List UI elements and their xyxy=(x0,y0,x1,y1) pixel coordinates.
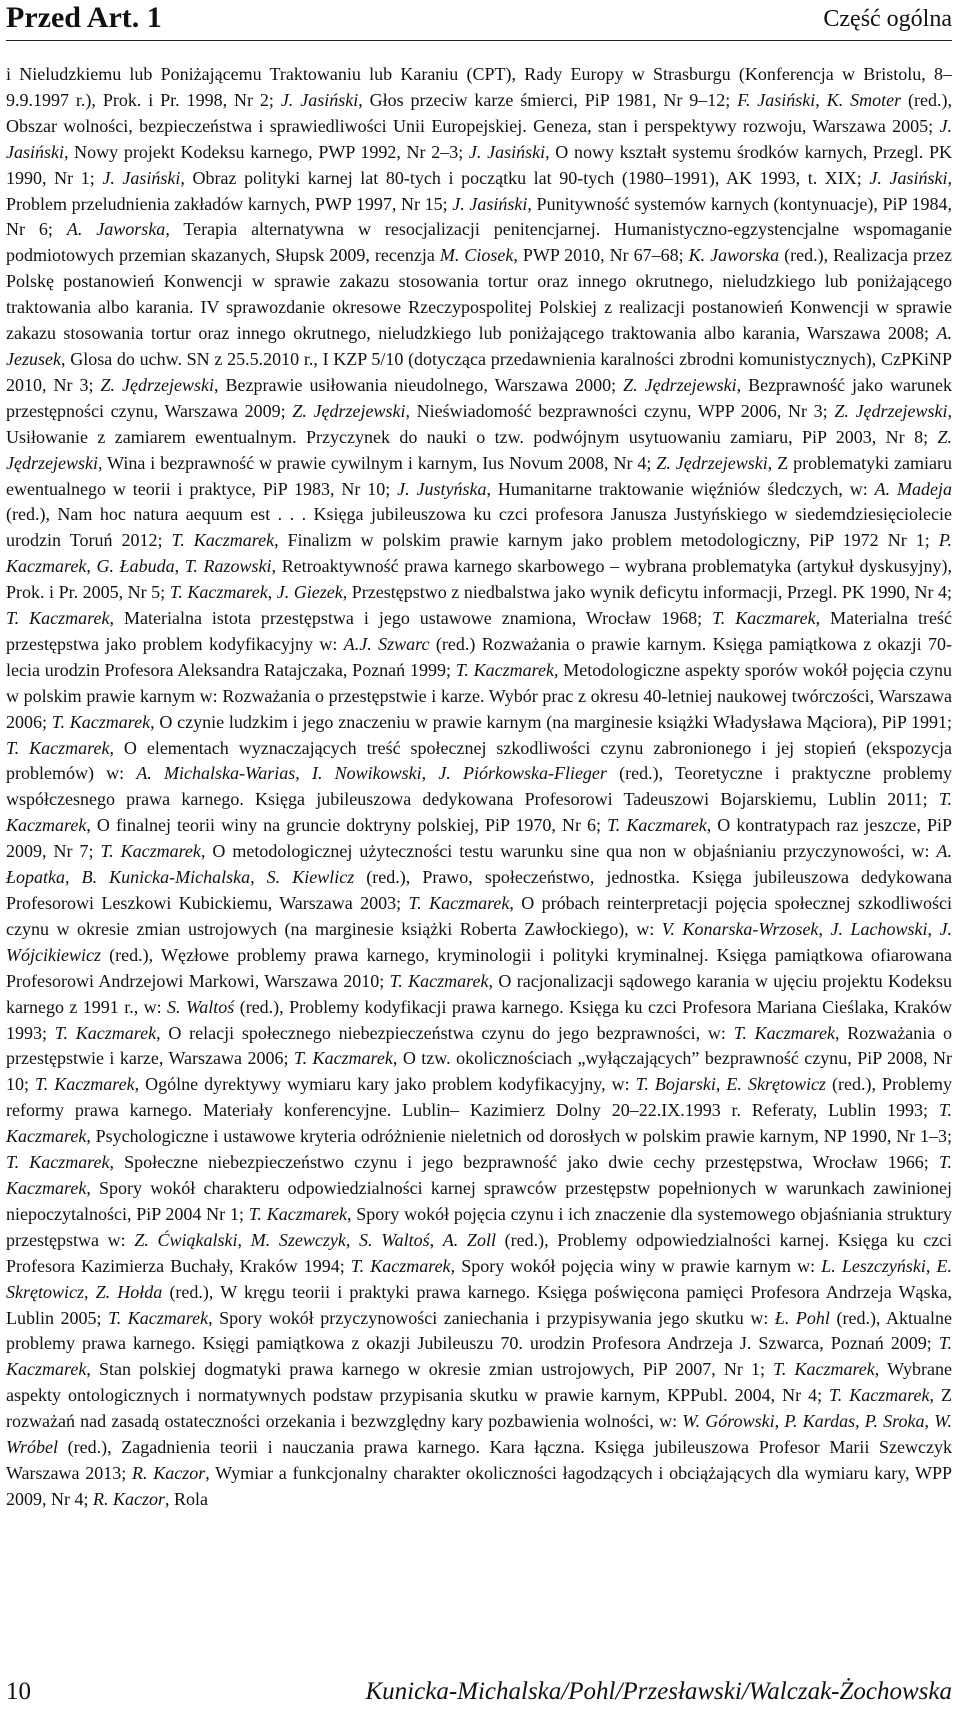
author-name: I. Nowikowski xyxy=(311,763,422,784)
text-segment: , Terapia alternatywna w resocjalizacji penitencjarnej. Humanistyczno-egzystencjalne wspomaganie podmiotowych przemian skazanych, Słupsk 2009, recenzja xyxy=(6,219,952,266)
author-name: A. Michalska-Warias xyxy=(136,763,296,784)
text-segment: , xyxy=(345,1229,360,1250)
text-segment: , Spory wokół przyczynowości zaniechania i przypisywania jego skutku w: xyxy=(208,1307,775,1328)
text-segment: , xyxy=(774,1411,785,1432)
text-segment: , xyxy=(924,1411,935,1432)
text-segment: , Problem przeludnienia zakładów karnych, PWP 1997, Nr 15; xyxy=(6,167,953,214)
footer-authors: Kunicka-Michalska/Pohl/Przesławski/Walczak-Żochowska xyxy=(365,1678,952,1705)
author-name: T. Kaczmarek xyxy=(6,1333,952,1380)
author-name: Ł. Pohl xyxy=(774,1307,830,1328)
author-name: J. Jasiński xyxy=(6,115,952,162)
text-segment: , xyxy=(250,867,267,888)
text-segment: , xyxy=(86,556,97,577)
text-segment: , Metodologiczne aspekty sporów wokół pojęcia czynu w polskim prawie karnym w: Rozważania o przestępstwie i karze. Wybór prac z okresu 40-letniej naukowej twórczości, Warszawa 2006; xyxy=(6,659,952,732)
text-segment: (red.), Węzłowe problemy prawa karnego, kryminologii i polityki kryminalnej. Księga pamiątkowa ofiarowana Profesorowi Andrzejowi Markowi, Warszawa 2010; xyxy=(6,944,952,991)
text-segment: , Społeczne niebezpieczeństwo czynu i jego bezprawność jako dwie cechy przestępstwa, Wrocław 1966; xyxy=(109,1152,939,1173)
text-segment: , Wybrane aspekty ontologicznych i normatywnych podstaw przypisania skutku w prawie karnym, KPPubl. 2004, Nr 4; xyxy=(6,1359,952,1406)
text-segment: , xyxy=(84,1281,96,1302)
text-segment: , Obraz polityki karnej lat 80-tych i początku lat 90-tych (1980–1991), AK 1993, t. XIX; xyxy=(180,167,870,188)
author-name: J. Jasiński xyxy=(452,193,528,214)
author-name: A. Jaworska xyxy=(66,219,166,240)
text-segment: , Punitywność systemów karnych (kontynuacje), PiP 1984, Nr 6; xyxy=(6,193,953,240)
author-name: P. Kardas xyxy=(784,1411,856,1432)
author-name: Z. Jędrzejewski xyxy=(834,400,948,421)
text-segment: , Stan polskiej dogmatyki prawa karnego w okresie zmian ustrojowych, PiP 2007, Nr 1; xyxy=(86,1359,774,1380)
author-name: T. Kaczmarek xyxy=(100,841,201,862)
author-name: W. Górowski xyxy=(682,1411,775,1432)
text-segment: , PWP 2010, Nr 67–68; xyxy=(513,245,689,266)
text-segment: , xyxy=(421,763,439,784)
section-title: Przed Art. 1 xyxy=(6,1,162,34)
author-name: A. Jezusek xyxy=(6,323,952,369)
author-name: Z. Ćwiąkalski xyxy=(134,1229,238,1250)
text-segment: , Psychologiczne i ustawowe kryteria odróżnienie nieletnich od dorosłych w polskim prawie karnym, NP 1990, Nr 1–3; xyxy=(86,1126,952,1147)
author-name: A. Madeja xyxy=(874,478,953,499)
text-segment: , O relacji społecznego niebezpieczeństwa czynu do jego bezprawności, w: xyxy=(156,1022,734,1043)
page-number: 10 xyxy=(6,1678,31,1705)
text-segment: i Nieludzkiemu lub Poniżającemu Traktowaniu lub Karaniu (CPT), Rady Europy w Strasburgu (Konferencja w Bristolu, 8–9.9.1997 r.), Prok. i Pr. 1998, Nr 2; xyxy=(6,64,952,110)
author-name: M. Ciosek xyxy=(439,245,514,266)
author-name: V. Konarska-Wrzosek xyxy=(661,918,819,939)
text-segment: , xyxy=(65,867,82,888)
text-segment: , xyxy=(818,918,831,939)
author-name: E. Skrętowicz xyxy=(726,1074,826,1095)
author-name: E. Skrętowicz xyxy=(6,1255,953,1302)
author-name: F. Jasiński xyxy=(737,89,816,110)
text-segment: , O czynie ludzkim i jego znaczeniu w prawie karnym (na marginesie książki Władysława Mąciora), PiP 1991; xyxy=(150,711,952,732)
running-header xyxy=(6,0,952,41)
text-segment: , Przestępstwo z niedbalstwa jako wynik deficytu informacji, Przegl. PK 1990, Nr 4; xyxy=(342,582,953,603)
author-name: T. Kaczmarek xyxy=(607,815,707,836)
author-name: Z. Hołda xyxy=(95,1281,163,1302)
author-name: J. Giezek xyxy=(276,582,343,603)
text-segment: , xyxy=(925,1255,937,1276)
text-segment: , Usiłowanie z zamiarem ewentualnym. Przyczynek do nauki o tzw. podwójnym usytuowaniu zamiaru, PiP 2003, Nr 8; xyxy=(6,400,952,447)
page-footer xyxy=(6,1678,952,1722)
author-name: T. Kaczmarek xyxy=(108,1307,209,1328)
author-name: T. Kaczmarek xyxy=(171,530,275,551)
author-name: T. Kaczmarek xyxy=(169,582,268,603)
text-segment: , Wina i bezprawność w prawie cywilnym i karnym, Ius Novum 2008, Nr 4; xyxy=(97,452,657,473)
text-segment: , Spory wokół pojęcia czynu i ich znaczenie dla systemowego objaśniania struktury przestępstwa w: xyxy=(6,1203,952,1250)
part-title: Część ogólna xyxy=(823,6,952,32)
author-name: J. Justyńska xyxy=(397,478,487,499)
text-segment: , Materialna treść przestępstwa jako problem kodyfikacyjny w: xyxy=(6,608,952,654)
text-segment: (red.), Realizacja przez Polskę postanowień Konwencji w sprawie zakazu stosowania tortur oraz innego okrutnego, nieludzkiego lub poniżającego traktowania albo karania. IV sprawozdanie okresowe Rzeczypospolitej Polskiej z realizacji postanowień Konwencji w sprawie zakazu stosowania tortur oraz innego okrutnego, nieludzkiego lub poniżającego traktowania albo karania, Warszawa 2008; xyxy=(6,245,953,344)
text-segment: , xyxy=(267,582,277,603)
author-name: T. Kaczmarek xyxy=(408,893,510,913)
text-segment: , xyxy=(429,1229,443,1250)
author-name: T. Kaczmarek xyxy=(389,970,489,991)
author-name: T. Kaczmarek xyxy=(6,608,110,629)
author-name: S. Waltoś xyxy=(359,1229,430,1250)
text-segment: , xyxy=(927,918,940,939)
text-segment: , xyxy=(237,1229,251,1250)
text-segment: , xyxy=(295,763,312,784)
author-name: W. Wróbel xyxy=(6,1411,953,1458)
text-segment: (red.), Teoretyczne i praktyczne problemy współczesnego prawa karnego. Księga jubileuszowa dedykowana Profesorowi Tadeuszowi Bojarskiemu, Lublin 2011; xyxy=(6,763,953,810)
text-segment: , Spory wokół pojęcia winy w prawie karnym w: xyxy=(450,1255,822,1276)
author-name: T. Kaczmarek xyxy=(6,737,110,758)
author-name: M. Szewczyk xyxy=(250,1229,346,1250)
author-name: G. Łabuda xyxy=(96,556,175,577)
text-segment: , Humanitarne traktowanie więźniów śledczych, w: xyxy=(486,478,875,499)
text-segment: , Bezprawie usiłowania nieudolnego, Warszawa 2000; xyxy=(213,374,624,395)
author-name: T. Bojarski xyxy=(635,1074,716,1095)
text-segment: , Spory wokół charakteru odpowiedzialności karnej sprawców przestępstw popełnionych w warunkach zawinionej niepoczytalności, PiP 2004 Nr 1; xyxy=(6,1177,952,1224)
text-segment: (red.), Prawo, społeczeństwo, jednostka. Księga jubileuszowa dedykowana Profesorowi Leszkowi Kubickiemu, Warszawa 2003; xyxy=(6,867,952,913)
text-segment: , O tzw. okolicznościach „wyłączających” bezprawność czynu, PiP 2008, Nr 10; xyxy=(6,1048,952,1095)
author-name: K. Jaworska xyxy=(688,245,780,266)
author-name: J. Jasiński xyxy=(280,89,359,110)
text-segment: (red.), Problemy reformy prawa karnego. Materiały konferencyjne. Lublin– Kazimierz Dolny 20–22.IX.1993 r. Referaty, Lublin 1993; xyxy=(6,1074,952,1121)
author-name: Z. Jędrzejewski xyxy=(623,374,737,395)
text-segment: , xyxy=(815,89,827,110)
text-segment: , O elementach wyznaczających treść społecznej szkodliwości czynu zabronionego i jej stopień (ekspozycja problemów) w: xyxy=(6,737,952,784)
author-name: A.J. Szwarc xyxy=(343,633,430,654)
author-name: P. Sroka xyxy=(864,1411,925,1432)
author-name: Z. Jędrzejewski xyxy=(6,426,952,473)
text-segment: , Rozważania o przestępstwie i karze, Warszawa 2006; xyxy=(6,1022,952,1069)
text-segment: , Finalizm w polskim prawie karnym jako problem metodologiczny, PiP 1972 Nr 1; xyxy=(274,530,939,551)
author-name: J. Piórkowska-Flieger xyxy=(438,763,607,784)
author-name: T. Kaczmarek xyxy=(455,659,554,680)
text-segment: (red.), Zagadnienia teorii i nauczania prawa karnego. Kara łączna. Księga jubileuszowa Profesor Marii Szewczyk Warszawa 2013; xyxy=(6,1437,952,1483)
text-segment: , O racjonalizacji sądowego karania w ujęciu projektu Kodeksu karnego z 1991 r., w: xyxy=(6,970,952,1017)
text-segment: , Nowy projekt Kodeksu karnego, PWP 1992, Nr 2–3; xyxy=(64,141,469,162)
text-segment: , O kontratypach raz jeszcze, PiP 2009, Nr 7; xyxy=(6,815,952,862)
author-name: P. Kaczmarek xyxy=(6,530,952,577)
author-name: J. Jasiński xyxy=(869,167,948,188)
text-segment: (red.), Obszar wolności, bezpieczeństwa i sprawiedliwości Unii Europejskiej. Geneza, stan i perspektywy rozwoju, Warszawa 2005; xyxy=(6,89,953,136)
author-name: J. Jasiński xyxy=(468,141,546,162)
text-segment: , xyxy=(174,556,185,577)
text-segment: , Ogólne dyrektywy wymiaru kary jako problem kodyfikacyjny, w: xyxy=(134,1074,636,1095)
author-name: T. Kaczmarek xyxy=(733,1022,835,1043)
text-segment: , Głos przeciw karze śmierci, PiP 1981, Nr 9–12; xyxy=(358,89,738,110)
author-name: Z. Jędrzejewski xyxy=(292,400,406,421)
text-segment: (red.), Aktualne problemy prawa karnego. Księgi pamiątkowa z okazji Jubileuszu 70. urodzin Profesora Andrzeja J. Szwarca, Poznań 2009; xyxy=(6,1307,952,1354)
text-segment: , O nowy kształt systemu środków karnych, Przegl. PK 1990, Nr 1; xyxy=(6,141,952,188)
author-name: T. Kaczmarek xyxy=(773,1359,875,1380)
text-segment: , Wymiar a funkcjonalny charakter okoliczności łagodzących i obciążających dla wymiaru kary, WPP 2009, Nr 4; xyxy=(6,1462,952,1509)
text-segment: (red.), Problemy kodyfikacji prawa karnego. Księga ku czci Profesora Mariana Cieślaka, Kraków 1993; xyxy=(6,996,952,1043)
text-segment: , Retroaktywność prawa karnego skarbowego – wybrana problematyka (artykuł dyskusyjny), Prok. i Pr. 2005, Nr 5; xyxy=(6,556,953,603)
author-name: B. Kunicka-Michalska xyxy=(81,867,251,888)
text-segment: , Nieświadomość bezprawności czynu, WPP 2006, Nr 3; xyxy=(405,400,835,421)
text-segment: , Materialna istota przestępstwa i jego ustawowe znamiona, Wrocław 1968; xyxy=(109,608,713,629)
text-segment: , Bezprawność jako warunek przestępności czynu, Warszawa 2009; xyxy=(6,374,952,421)
text-segment: (red.), W kręgu teorii i praktyki prawa karnego. Księga poświęcona pamięci Profesora Andrzeja Wąska, Lublin 2005; xyxy=(6,1281,952,1328)
author-name: K. Smoter xyxy=(826,89,902,110)
author-name: J. Lachowski xyxy=(830,918,928,939)
author-name: S. Kiewlicz xyxy=(266,867,355,888)
author-name: S. Waltoś xyxy=(167,996,235,1017)
author-name: R. Kaczor xyxy=(93,1488,165,1509)
author-name: J. Wójcikiewicz xyxy=(6,918,953,965)
text-segment: , O próbach reinterpretacji pojęcia społecznej szkodliwości czynu w okresie zmian ustrojowych (na marginesie książki Roberta Zawłockiego), w: xyxy=(6,893,952,939)
author-name: T. Kaczmarek xyxy=(350,1255,451,1276)
author-name: L. Leszczyński xyxy=(821,1255,926,1276)
author-name: T. Kaczmarek xyxy=(54,1022,157,1043)
bibliography-text xyxy=(6,62,952,1513)
author-name: T. Kaczmarek xyxy=(6,1100,952,1147)
author-name: T. Kaczmarek xyxy=(248,1203,348,1224)
author-name: T. Kaczmarek xyxy=(35,1074,135,1095)
author-name: T. Kaczmarek xyxy=(51,711,151,732)
author-name: Z. Jędrzejewski xyxy=(656,452,768,473)
author-name: T. Kaczmarek xyxy=(6,789,952,836)
text-segment: , O finalnej teorii winy na gruncie doktryny polskiej, PiP 1970, Nr 6; xyxy=(86,815,608,836)
author-name: T. Kaczmarek xyxy=(6,1152,952,1198)
text-segment: , O metodologicznej użyteczności testu warunku sine qua non w objaśnianiu przyczynowości, w: xyxy=(200,841,937,862)
text-segment: , Z problematyki zamiaru ewentualnego w teorii i praktyce, PiP 1983, Nr 10; xyxy=(6,452,952,499)
text-segment: (red.), Problemy odpowiedzialności karnej. Księga ku czci Profesora Kazimierza Buchały, Kraków 1994; xyxy=(6,1229,953,1276)
author-name: A. Łopatka xyxy=(6,841,952,888)
author-name: T. Kaczmarek xyxy=(829,1385,930,1406)
text-segment: (red.) Rozważania o prawie karnym. Księga pamiątkowa z okazji 70-lecia urodzin Profesora Aleksandra Ratajczaka, Poznań 1999; xyxy=(6,633,952,680)
author-name: R. Kaczor xyxy=(132,1462,206,1483)
author-name: Z. Jędrzejewski xyxy=(100,374,214,395)
author-name: T. Razowski xyxy=(184,556,272,577)
text-segment: , xyxy=(855,1411,865,1432)
author-name: T. Kaczmarek xyxy=(712,608,816,629)
text-segment: , xyxy=(715,1074,727,1095)
text-segment: , Glosa do uchw. SN z 25.5.2010 r., I KZP 5/10 (dotycząca przedawnienia karalności zbrodni komunistycznych), CzPKiNP 2010, Nr 3; xyxy=(6,348,952,395)
author-name: T. Kaczmarek xyxy=(6,1152,110,1173)
author-name: J. Jasiński xyxy=(102,167,181,188)
text-segment: (red.), Nam hoc natura aequum est . . . Księga jubileuszowa ku czci profesora Janusza Justyńskiego w siedemdziesięciolecie urodzin Toruń 2012; xyxy=(6,504,952,551)
text-segment: , Rola xyxy=(165,1488,208,1509)
author-name: T. Kaczmarek xyxy=(293,1048,393,1069)
text-segment: , Z rozważań nad zasadą ostateczności orzekania i bezwzględny kary pozbawienia wolności, w: xyxy=(6,1385,952,1432)
author-name: A. Zoll xyxy=(442,1229,496,1250)
